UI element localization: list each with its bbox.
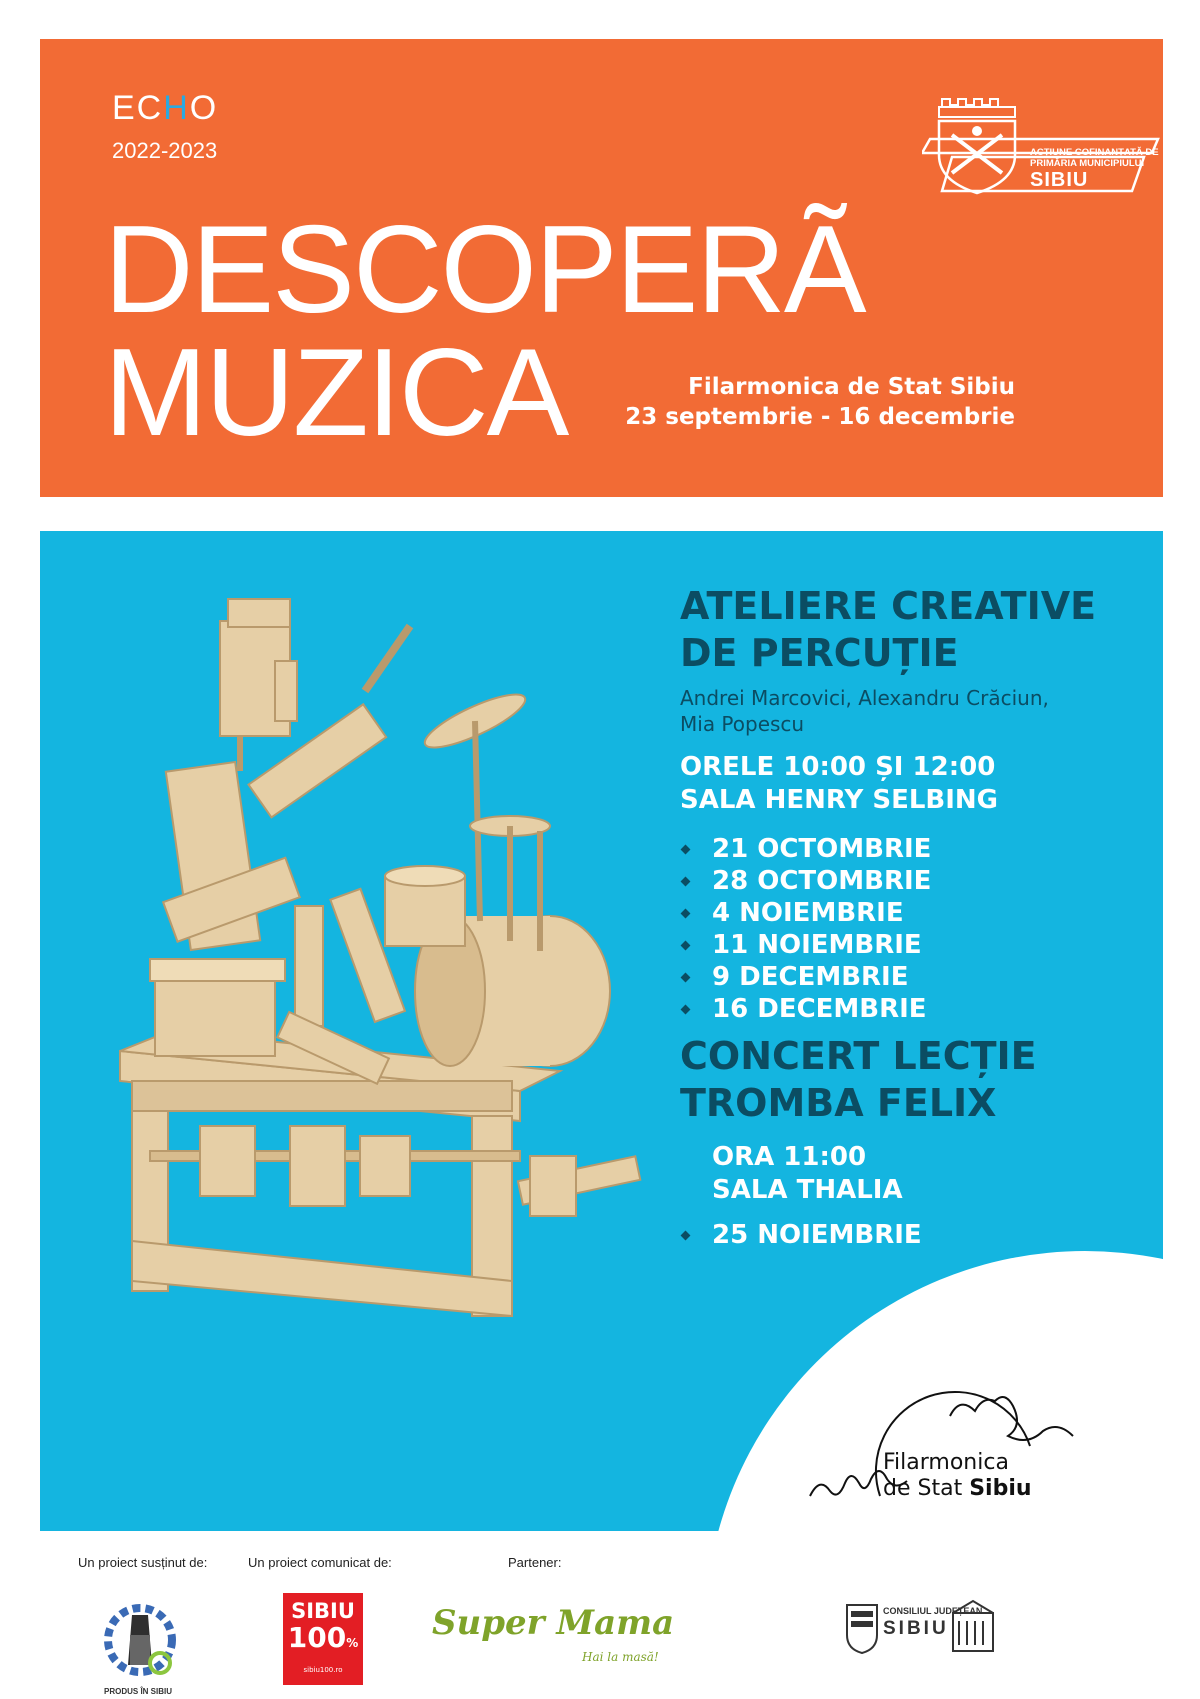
series-name: ECHO: [112, 89, 219, 127]
bullet-icon: [681, 845, 691, 855]
list-item: 9 DECEMBRIE: [680, 961, 1096, 993]
sponsor-text: ACȚIUNE COFINANȚATĂ DE PRIMĂRIA MUNICIPIULUI SIBIU: [1030, 147, 1159, 191]
list-item: 4 NOIEMBRIE: [680, 897, 1096, 929]
workshops-dates: [680, 833, 1096, 1025]
concert-hours: ORA 11:00: [712, 1142, 867, 1172]
list-item: 28 OCTOMBRIE: [680, 865, 1096, 897]
program-panel: [40, 531, 1163, 1531]
workshops-schedule: [680, 751, 1096, 817]
season-years: 2022-2023: [112, 138, 218, 163]
partners-footer: [0, 1555, 1200, 1699]
partner-label: Partener:: [508, 1555, 562, 1570]
super-mama-logo: Super Mama: [432, 1603, 675, 1643]
list-item: 16 DECEMBRIE: [680, 993, 1096, 1025]
list-item: 11 NOIEMBRIE: [680, 929, 1096, 961]
concert-room: SALA THALIA: [712, 1175, 903, 1205]
concert-dates: [680, 1219, 1096, 1251]
communicated-label: Un proiect comunicat de:: [248, 1555, 392, 1570]
bullet-icon: [681, 1005, 691, 1015]
program-info: [680, 583, 1096, 1251]
produs-in-sibiu-text: PRODUS ÎN SIBIU: [104, 1687, 173, 1696]
bullet-icon: [681, 1231, 691, 1241]
poster-title: DESCOPERÃ MUZICA: [104, 201, 865, 462]
supported-label: Un proiect susținut de:: [78, 1555, 208, 1570]
workshops-title: ATELIERE CREATIVE DE PERCUȚIE: [680, 584, 1097, 675]
municipality-sponsor-logo: [922, 83, 1162, 203]
bullet-icon: [681, 909, 691, 919]
venue-name: Filarmonica de Stat Sibiu: [688, 374, 1015, 400]
list-item: 25 NOIEMBRIE: [680, 1219, 1096, 1251]
workshops-artists: Andrei Marcovici, Alexandru Crăciun, Mia Popescu: [680, 686, 1049, 736]
list-item: 21 OCTOMBRIE: [680, 833, 1096, 865]
philharmonic-logo-text: Filarmonica de Stat Sibiu: [883, 1450, 1032, 1501]
workshops-room: SALA HENRY SELBING: [680, 785, 998, 815]
workshops-hours: ORELE 10:00 ȘI 12:00: [680, 752, 996, 782]
concert-schedule: [680, 1141, 1096, 1207]
produs-in-sibiu-logo: [100, 1585, 180, 1685]
super-mama-tagline: Hai la masă!: [582, 1650, 659, 1664]
wooden-drummer-automaton-image: [80, 591, 660, 1341]
bullet-icon: [681, 973, 691, 983]
bullet-icon: [681, 877, 691, 887]
venue-info: [625, 372, 1015, 432]
county-council-line2: SIBIU: [883, 1618, 949, 1639]
concert-title: CONCERT LECȚIE TROMBA FELIX: [680, 1034, 1037, 1125]
period: 23 septembrie - 16 decembrie: [625, 404, 1015, 430]
sibiu100-logo: SIBIU 100% sibiu100.ro: [283, 1593, 363, 1685]
county-council-line1: CONSILIUL JUDEȚEAN: [883, 1606, 983, 1616]
bullet-icon: [681, 941, 691, 951]
header-banner: [40, 39, 1163, 497]
